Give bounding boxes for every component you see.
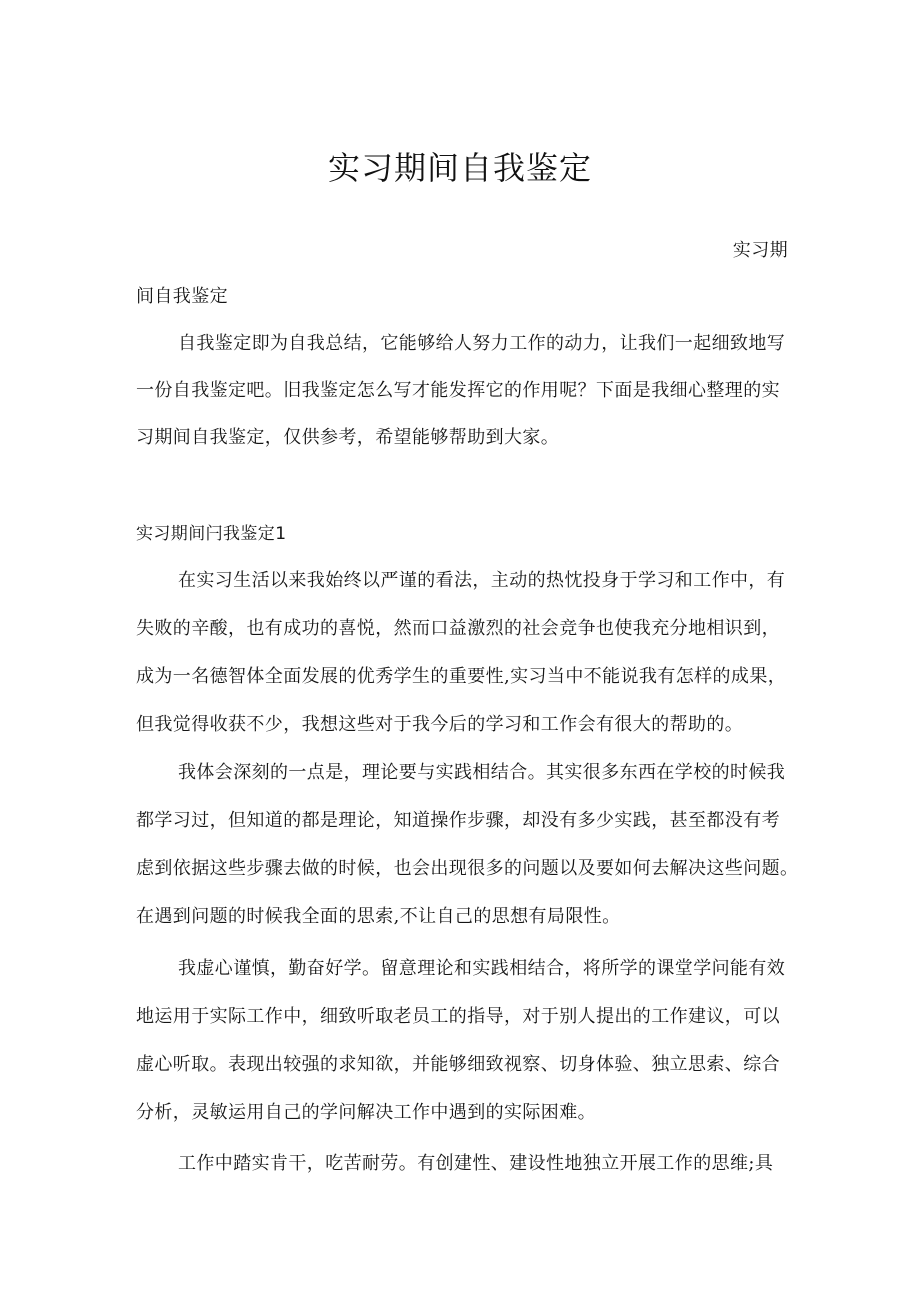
paragraph-line: 成为一名德智体全面发展的优秀学生的重要性,实习当中不能说我有怎样的成果， [136,666,787,687]
paragraph-line: 工作中踏实肯干，吃苦耐劳。有创建性、建设性地独立开展工作的思维;具 [178,1153,774,1174]
paragraph-line: 在实习生活以来我始终以严谨的看法，主动的热忱投身于学习和工作中，有 [178,570,786,591]
paragraph-line: 都学习过，但知道的都是理论，知道操作步骤，却没有多少实践，甚至都没有考 [136,810,780,831]
paragraph-line: 虚心听取。表现出较强的求知欲，并能够细致视察、切身体验、独立思索、综合 [136,1054,780,1075]
paragraph-line: 虑到依据这些步骤去做的时候，也会出现很多的问题以及要如何去解决这些问题。 [136,858,799,879]
intro-line: 一份自我鉴定吧。旧我鉴定怎么写才能发挥它的作用呢？下面是我细心整理的实 [136,380,780,401]
paragraph-line: 我体会深刻的一点是，理论要与实践相结合。其实很多东西在学校的时候我 [178,762,786,783]
paragraph-line: 地运用于实际工作中，细致听取老员工的指导，对于别人提出的工作建议，可以 [136,1006,780,1027]
paragraph-line: 但我觉得收获不少，我想这些对于我今后的学习和工作会有很大的帮助的。 [136,714,744,735]
document-title: 实习期间自我鉴定 [327,149,592,187]
paragraph-line: 分析，灵敏运用自己的学问解决工作中遇到的实际困难。 [136,1102,596,1123]
intro-line: 自我鉴定即为自我总结，它能够给人努力工作的动力，让我们一起细致地写 [178,333,786,354]
paragraph-line: 失败的辛酸，也有成功的喜悦，然而口益激烈的社会竞争也使我充分地相识到， [136,618,780,639]
paragraph-line: 在遇到问题的时候我全面的思索,不让自己的思想有局限性。 [136,906,621,927]
section-heading: 实习期间闩我鉴定1 [136,524,287,544]
subtitle-line-1: 实习期 [732,240,788,261]
subtitle-line-2: 间自我鉴定 [136,286,228,307]
paragraph-line: 我虚心谨慎，勤奋好学。留意理论和实践相结合，将所学的课堂学问能有效 [178,958,786,979]
intro-line: 习期间自我鉴定，仅供参考，希望能够帮助到大家。 [136,427,560,448]
